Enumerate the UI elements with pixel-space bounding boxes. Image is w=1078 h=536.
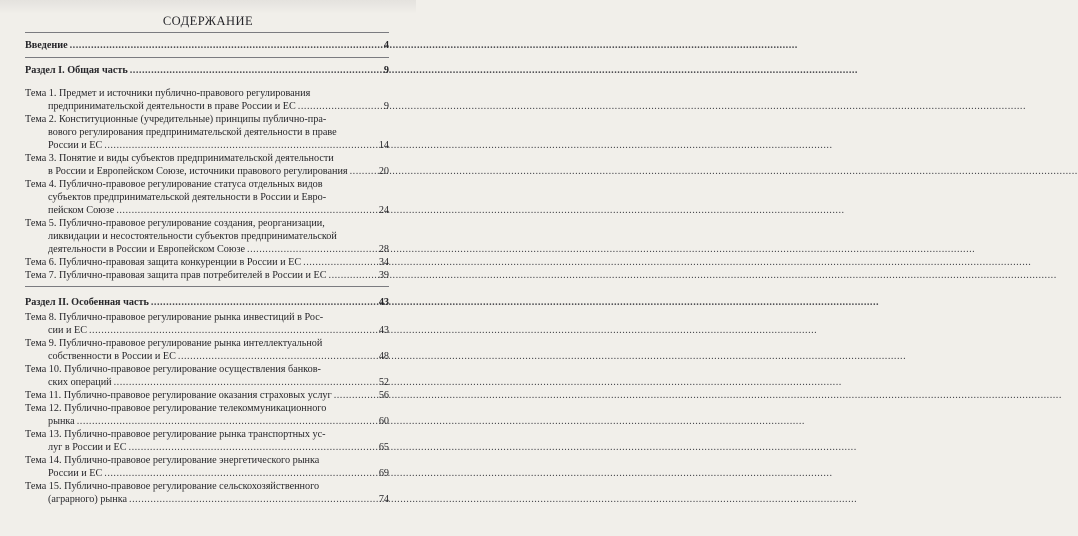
entry-line [25, 324, 389, 337]
entry-line [25, 428, 389, 441]
toc-topic [25, 337, 389, 363]
entry-text: Тема 6. Публично-правовая защита конкуренции в России и ЕС [25, 257, 302, 268]
toc-topic [25, 113, 389, 152]
entry-text: Тема 4. Публично-правовое регулирование статуса отдельных видов [25, 179, 323, 190]
entry-text: собственности в России и ЕС [48, 351, 176, 362]
entry-line [25, 113, 389, 126]
dot-leader [114, 376, 377, 389]
page-number: 69 [378, 468, 389, 479]
dot-leader [151, 296, 377, 309]
page-number: 52 [378, 377, 389, 388]
toc-intro [25, 39, 389, 52]
entry-text: России и ЕС [48, 468, 103, 479]
dot-leader [104, 467, 377, 480]
entry-text: Тема 11. Публично-правовое регулирование оказания страховых услуг [25, 390, 332, 401]
entry-line [25, 493, 389, 506]
dot-leader [89, 324, 377, 337]
dot-leader [130, 64, 377, 77]
page-number: 60 [378, 416, 389, 427]
page-number: 28 [378, 244, 389, 255]
entry-line [25, 126, 389, 139]
entry-line [25, 311, 389, 324]
dot-leader [329, 269, 377, 282]
dot-leader [116, 204, 376, 217]
entry-text: предпринимательской деятельности в праве России и ЕС [48, 101, 296, 112]
entry-text: Тема 14. Публично-правовое регулирование энергетического рынка [25, 455, 320, 466]
dot-leader [178, 350, 377, 363]
divider-top [25, 32, 389, 33]
entry-line [25, 269, 389, 282]
entry-line [25, 152, 389, 165]
entry-line [25, 415, 389, 428]
toc-topic [25, 454, 389, 480]
entry-text: России и ЕС [48, 140, 103, 151]
entry-text: Раздел I. Общая часть [25, 65, 128, 76]
page-number: 56 [378, 390, 389, 401]
entry-text: вового регулирования предпринимательской деятельности в праве [48, 127, 337, 138]
dot-leader [129, 441, 377, 454]
entry-text: деятельности в России и Европейском Союзе [48, 244, 246, 255]
toc-section-2 [25, 296, 389, 309]
toc-topic [25, 480, 389, 506]
toc-section-1 [25, 64, 389, 77]
entry-text: ликвидации и несостоятельности субъектов предпринимательской [48, 231, 337, 242]
entry-line [25, 389, 389, 402]
entry-line [25, 402, 389, 415]
dot-leader [298, 100, 377, 113]
entry-text: луг в России и ЕС [48, 442, 127, 453]
toc-topic [25, 256, 389, 269]
entry-line [25, 243, 389, 256]
dot-leader [129, 493, 377, 506]
entry-line [25, 337, 389, 350]
entry-line [25, 100, 389, 113]
entry-text: Тема 5. Публично-правовое регулирование создания, реорганизации, [25, 218, 325, 229]
page-title: СОДЕРЖАНИЕ [162, 14, 254, 28]
toc-topic [25, 269, 389, 282]
entry-text: Тема 8. Публично-правовое регулирование рынка инвестиций в Рос- [25, 312, 324, 323]
page-top-shadow [0, 0, 416, 14]
page-number: 34 [378, 257, 389, 268]
entry-text: Тема 10. Публично-правовое регулирование осуществления банков- [25, 364, 321, 375]
entry-line [25, 139, 389, 152]
page-number: 65 [378, 442, 389, 453]
page-number: 24 [378, 205, 389, 216]
entry-text: Тема 15. Публично-правовое регулирование сельскохозяйственного [25, 481, 320, 492]
page-number: 4 [383, 40, 389, 51]
divider-section-2 [25, 286, 389, 287]
entry-line [25, 165, 389, 178]
page-number: 43 [378, 297, 389, 308]
dot-leader [77, 415, 377, 428]
entry-line [25, 256, 389, 269]
toc-topic [25, 402, 389, 428]
entry-line [25, 363, 389, 376]
dot-leader [70, 39, 377, 52]
entry-line [25, 230, 389, 243]
entry-text: Тема 12. Публично-правовое регулирование телекоммуникационного [25, 403, 327, 414]
page-number: 9 [383, 65, 389, 76]
entry-line [25, 217, 389, 230]
entry-text: Тема 7. Публично-правовая защита прав потребителей в России и ЕС [25, 270, 327, 281]
entry-line [25, 296, 389, 309]
entry-text: рынка [48, 416, 75, 427]
entry-line [25, 64, 389, 77]
entry-line [25, 87, 389, 100]
toc-topic [25, 363, 389, 389]
page-number: 43 [378, 325, 389, 336]
dot-leader [334, 389, 377, 402]
toc-topic [25, 311, 389, 337]
entry-text: сии и ЕС [48, 325, 87, 336]
entry-text: Тема 9. Публично-правовое регулирование рынка интеллектуальной [25, 338, 323, 349]
page-number: 74 [378, 494, 389, 505]
page-number: 48 [378, 351, 389, 362]
entry-text: Раздел II. Особенная часть [25, 297, 149, 308]
toc-topic [25, 217, 389, 256]
page-number: 39 [378, 270, 389, 281]
entry-line [25, 39, 389, 52]
entry-line [25, 204, 389, 217]
entry-text: Введение [25, 40, 68, 51]
dot-leader [247, 243, 377, 256]
document-page [0, 0, 416, 536]
divider-intro [25, 57, 389, 58]
dot-leader [350, 165, 377, 178]
entry-text: Тема 1. Предмет и источники публично-правового регулирования [25, 88, 311, 99]
toc-topic [25, 152, 389, 178]
entry-line [25, 480, 389, 493]
entry-line [25, 441, 389, 454]
entry-text: Тема 13. Публично-правовое регулирование рынка транспортных ус- [25, 429, 326, 440]
entry-line [25, 454, 389, 467]
toc-topic [25, 87, 389, 113]
page-number: 20 [378, 166, 389, 177]
toc-topic [25, 178, 389, 217]
dot-leader [104, 139, 377, 152]
entry-line [25, 191, 389, 204]
entry-text: субъектов предпринимательской деятельности в России и Евро- [48, 192, 327, 203]
entry-text: в России и Европейском Союзе, источники правового регулирования [48, 166, 348, 177]
entry-line [25, 178, 389, 191]
page-number: 9 [383, 101, 389, 112]
toc-topic [25, 428, 389, 454]
entry-text: Тема 3. Понятие и виды субъектов предпринимательской деятельности [25, 153, 334, 164]
entry-line [25, 376, 389, 389]
entry-line [25, 467, 389, 480]
page-number: 14 [378, 140, 389, 151]
entry-text: пейском Союзе [48, 205, 115, 216]
entry-text: (аграрного) рынка [48, 494, 128, 505]
entry-text: Тема 2. Конституционные (учредительные) принципы публично-пра- [25, 114, 327, 125]
entry-line [25, 350, 389, 363]
entry-text: ских операций [48, 377, 112, 388]
dot-leader [303, 256, 377, 269]
toc-topic [25, 389, 389, 402]
